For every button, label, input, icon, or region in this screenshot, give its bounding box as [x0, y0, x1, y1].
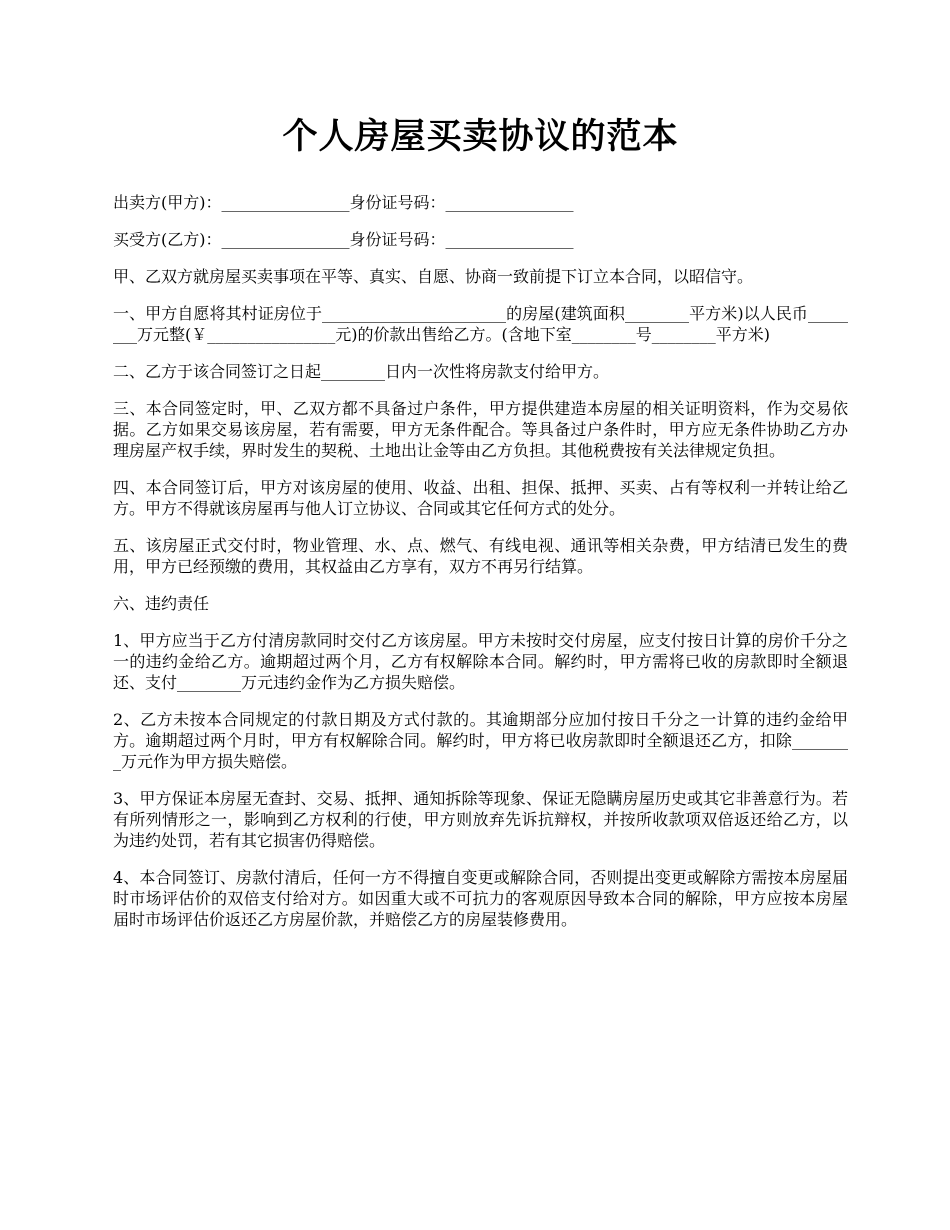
breach-item-3: 3、甲方保证本房屋无查封、交易、抵押、通知拆除等现象、保证无隐瞒房屋历史或其它非善意行为。若有所列情形之一，影响到乙方权利的行使，甲方则放弃先诉抗辩权，并按所收款项双倍返还给乙方，以为违约处罚，若有其它损害仍得赔偿。: [113, 789, 848, 850]
clause-1-paragraph: 一、甲方自愿将其村证房位于_______________________的房屋(建筑面积________平方米)以人民币________万元整(￥________________元)的价款出售给乙方。(含地下室________号________平方米): [113, 304, 848, 344]
breach-item-2: 2、乙方未按本合同规定的付款日期及方式付款的。其逾期部分应加付按日千分之一计算的违约金给甲方。逾期超过两个月时，甲方有权解除合同。解约时，甲方将已收房款即时全额退还乙方，扣除________万元作为甲方损失赔偿。: [113, 710, 848, 771]
breach-item-4: 4、本合同签订、房款付清后，任何一方不得擅自变更或解除合同，否则提出变更或解除方需按本房屋届时市场评估价的双倍支付给对方。如因重大或不可抗力的客观原因导致本合同的解除，甲方应按本房屋届时市场评估价返还乙方房屋价款，并赔偿乙方的房屋装修费用。: [113, 868, 848, 929]
clause-2-paragraph: 二、乙方于该合同签订之日起________日内一次性将房款支付给甲方。: [113, 362, 610, 381]
preamble-paragraph: 甲、乙双方就房屋买卖事项在平等、真实、自愿、协商一致前提下订立本合同，以昭信守。: [113, 267, 754, 286]
clause-3-paragraph: 三、本合同签定时，甲、乙双方都不具备过户条件，甲方提供建造本房屋的相关证明资料，作为交易依据。乙方如果交易该房屋，若有需要，甲方无条件配合。等具备过户条件时，甲方应无条件协助乙方办理房屋产权手续，界时发生的契税、土地出让金等由乙方负担。其他税费按有关法律规定负担。: [113, 399, 848, 460]
document-title: 个人房屋买卖协议的范本: [282, 117, 679, 157]
buyer-line: 买受方(乙方)：________________身份证号码：________________: [113, 230, 574, 249]
clause-4-paragraph: 四、本合同签订后，甲方对该房屋的使用、收益、出租、担保、抵押、买卖、占有等权利一并转让给乙方。甲方不得就该房屋再与他人订立协议、合同或其它任何方式的处分。: [113, 478, 848, 518]
clause-5-paragraph: 五、该房屋正式交付时，物业管理、水、点、燃气、有线电视、通讯等相关杂费，甲方结清已发生的费用，甲方已经预缴的费用，其权益由乙方享有，双方不再另行结算。: [113, 536, 848, 576]
breach-item-1: 1、甲方应当于乙方付清房款同时交付乙方该房屋。甲方未按时交付房屋，应支付按日计算的房价千分之一的违约金给乙方。逾期超过两个月，乙方有权解除本合同。解约时，甲方需将已收的房款即时全额退还、支付________万元违约金作为乙方损失赔偿。: [113, 631, 848, 692]
seller-line: 出卖方(甲方)：________________身份证号码：________________: [113, 193, 574, 212]
document-page: [113, 112, 848, 946]
clause-6-heading: 六、违约责任: [113, 594, 210, 613]
